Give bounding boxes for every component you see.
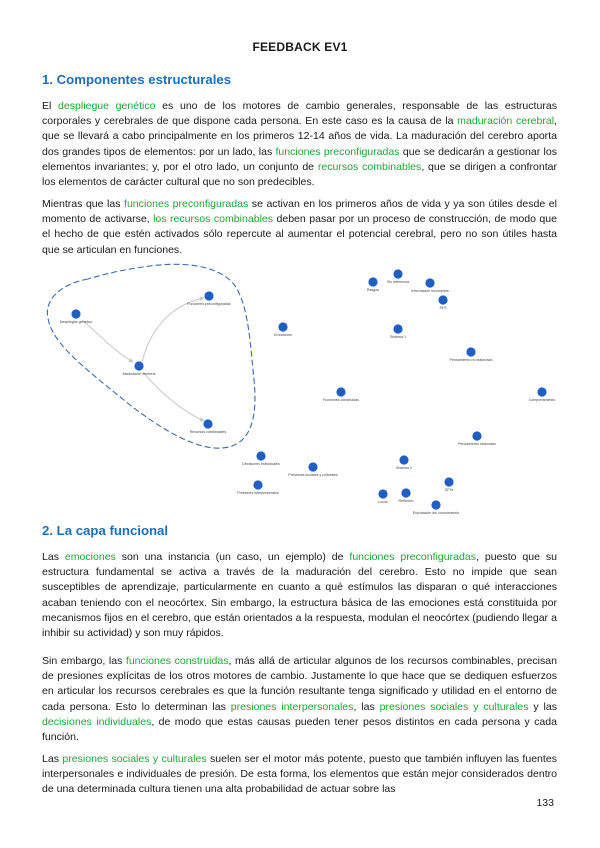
node-dot [308,462,317,471]
paragraph [42,550,557,641]
node-dot [204,291,213,300]
highlighted-term: despliegue genético [58,100,156,112]
text-run: deben pasar por un proceso de construcción, de modo que el hecho de que estén activados sólo repercute al aumentar el potencial cerebral, pero no son útiles hasta que se articulan en funciones. [42,213,557,256]
edge-arrow [82,320,133,362]
text-run: Las [42,551,65,563]
node-maduracion [123,361,156,376]
text-run: se activan en los primeros años de vida y ya son útiles desde el momento de activarse, [42,198,557,226]
highlighted-term: recursos combinables [317,160,422,173]
page-title: FEEDBACK EV1 [252,40,348,54]
text-run: que se dedicarán a gestionar los elementos invariantes; y, por el otro lado, un conjunto de [42,145,557,173]
node-funcons [323,387,359,402]
node-label: Maduración cerebral [122,372,156,376]
node-dot [444,477,453,486]
node-label: Emociones [274,333,292,337]
text-run: , puesto que su estructura fundamental se activa a través de la maduración del cerebro. Esto no impide que sean susceptibles de aprendizaje, particularmente en cuanto a qué estímulos las disparan o qué interacciones acaban teniendo con el neocórtex. Sin embargo, la estructura básica de las emociones está constituida por mecanismos fijos en el cerebro, que están orientados a la respuesta, modulan el neocórtex (pudiendo llegar a inhibir su actividad) y son muy rápidos. [42,551,558,640]
node-label: Despliegue genético [59,320,93,324]
text-run: Sin embargo, las [42,655,126,667]
node-label: Pensamiento no elaborado [449,358,493,362]
node-emociones [274,322,292,337]
highlighted-term: presiones interpersonales [230,700,354,713]
node-dot [399,455,408,464]
node-despliegue [60,309,93,324]
node-label: Explotación del conocimiento [412,511,460,515]
highlighted-term: decisiones individuales [42,715,152,728]
node-dot [425,278,434,287]
node-label: Presiones interpersonales [237,491,279,495]
text-run: son una instancia (un caso, un ejemplo) de [115,551,350,563]
node-dot [438,295,447,304]
node-label: Sistema 1 [390,335,406,339]
node-rasgos [367,277,379,292]
node-label: Información incompleta [411,289,449,293]
node-dot [134,361,143,370]
node-dot [256,451,265,460]
highlighted-term: los recursos combinables [153,213,274,226]
paragraph [42,752,557,798]
text-run: , que se dirigen a confrontar los elementos de carácter cultural que no son predecibles. [42,160,558,189]
node-dot [253,480,262,489]
node-pensela [458,431,496,446]
node-dot [336,387,345,396]
highlighted-term: presiones sociales y culturales [62,753,207,765]
section-heading-2: 2. La capa funcional [42,523,169,538]
paragraph [42,654,557,745]
text-run: El [42,100,59,112]
node-label: SFSr [444,488,454,492]
text-run: , más allá de articular algunos de los recursos combinables, precisan de presiones explícitas de los otros motores de cambio. Justamente lo que hace que se dediquen esfuerzos en articular los recursos cerebrales es que la función resultante tenga significado y utilidad en el entorno de cada persona. Esto lo determinan las [42,655,557,713]
node-dot [431,500,440,509]
node-label: SFS [439,306,447,310]
node-label: Recursos combinables [189,430,227,434]
highlighted-term: emociones [64,551,116,563]
node-label: Funciones construidas [323,398,359,402]
edge-arrow [143,372,204,421]
node-dot [466,347,475,356]
node-pensinc [450,347,493,362]
node-label: Rasgos [366,288,380,292]
node-presiones [288,462,337,477]
node-label: Comportamiento [528,398,556,402]
node-dot [368,277,377,286]
highlighted-term: funciones preconfiguradas [275,145,400,158]
node-label: Reflexión [398,499,414,503]
node-label: Presiones sociales y culturales [288,473,338,477]
node-dot [71,309,80,318]
node-dot [537,387,546,396]
node-label: Sis referencia [387,280,409,284]
section-heading-1: 1. Componentes estructurales [42,72,232,87]
node-dot [401,488,410,497]
text-run: , de modo que estas causas pueden tener pesos distintos en cada persona y cada función. [42,715,557,744]
node-reflexion [399,488,414,503]
text-run: , que se llevará a cabo principalmente en los primeros 12-14 años de vida. La maduración del cerebro aporta dos grandes tipos de elementos: por un lado, las [42,115,557,158]
node-locus [378,489,388,504]
node-label: Decisiones individuales [242,462,280,466]
highlighted-term: funciones preconfiguradas [349,551,477,563]
highlighted-term: funciones construidas [125,655,229,667]
node-dot [472,431,481,440]
node-dot [393,269,402,278]
node-label: Pensamiento elaborado [458,442,496,446]
node-dot [203,419,212,428]
text-run: Las [42,753,63,765]
node-sistema1 [390,324,406,339]
node-comport [529,387,556,402]
highlighted-term: presiones sociales y culturales [379,700,529,713]
node-dot [393,324,402,333]
node-funcpre [187,291,231,306]
node-label: Locus [378,500,388,504]
text-run: , las [353,700,380,713]
edge-arrow [142,298,204,362]
highlighted-term: maduración cerebral [457,115,555,128]
node-sfs [438,295,447,310]
node-dot [278,322,287,331]
text-run: y las [528,700,557,713]
text-run: Mientras que las [42,198,125,210]
node-label: Funciones preconfiguradas [187,302,231,306]
highlighted-term: funciones preconfiguradas [124,198,249,210]
node-label: Sistema 2 [396,466,412,470]
node-presinter [237,480,279,495]
node-recursos [190,419,227,434]
node-dot [378,489,387,498]
page-number: 133 [536,797,554,809]
node-sfsr [444,477,453,492]
node-decisiones [242,451,280,466]
node-sisref [387,269,409,284]
text-run: es uno de los motores de cambio generales, responsable de las estructuras corporales y cerebrales de que dispone cada persona. En este caso es la causa de la [42,100,557,128]
dashed-boundary [47,264,255,448]
node-sistema2 [396,455,412,470]
node-explot [413,500,460,515]
node-info [411,278,448,293]
text-run: suelen ser el motor más potente, puesto que también influyen las fuentes interpersonales e individuales de presión. De esta forma, los elementos que están mejor considerados dentro de una determinada cultura tienen una alta probabilidad de actuar sobre las [42,753,557,796]
